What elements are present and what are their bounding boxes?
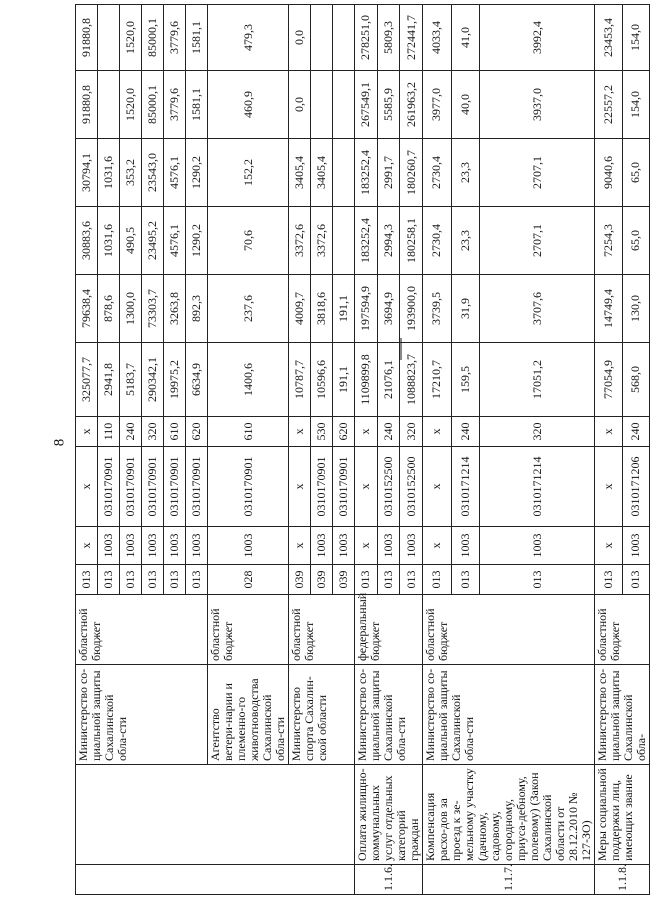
cell-y5: 1581,1 [186,5,208,71]
cell-vr: 240 [120,417,142,447]
cell-rz: х [289,527,311,565]
cell-grbs: 039 [311,565,333,595]
cell-grbs: 013 [76,565,98,595]
cell-y5: 41,0 [451,5,480,71]
cell-no: 1.1.8. [595,865,650,895]
cell-vr: 530 [311,417,333,447]
cell-y2: 2994,3 [377,207,400,275]
cell-grbs: 013 [622,565,650,595]
cell-y1: 3707,6 [480,275,595,343]
cell-grbs: 028 [208,565,289,595]
cell-no [76,865,355,895]
cell-grbs: 013 [451,565,480,595]
cell-total: 6634,9 [186,343,208,417]
cell-y5: 3779,6 [164,5,186,71]
cell-total: 1088823,7 [400,343,423,417]
cell-y2: 3372,6 [311,207,333,275]
cell-y2: 4576,1 [164,207,186,275]
cell-total: 17210,7 [423,343,452,417]
cell-y3 [333,139,355,207]
cell-y5: 154,0 [622,5,650,71]
cell-source: областной бюджет [208,595,289,665]
cell-agency: Министерство со-циальной защиты Сахалинской обла-сти [355,665,423,765]
cell-vr: 320 [142,417,164,447]
cell-y3: 65,0 [622,139,650,207]
table-row [289,5,311,895]
cell-total: 17051,2 [480,343,595,417]
cell-total: 325077,7 [76,343,98,417]
cell-y1: 4009,7 [289,275,311,343]
cell-y2 [333,207,355,275]
cell-source: федеральный бюджет [355,595,423,665]
cell-grbs: 013 [355,565,378,595]
cell-grbs: 013 [480,565,595,595]
page-number: 8 [51,438,68,447]
cell-csr: 0310170901 [333,447,355,527]
cell-rz: 1003 [377,527,400,565]
budget-table [75,4,650,895]
cell-rz: х [595,527,623,565]
cell-y2: 7254,3 [595,207,623,275]
cell-y1: 237,6 [208,275,289,343]
cell-y3: 3405,4 [311,139,333,207]
cell-csr: 0310171214 [480,447,595,527]
cell-csr: 0310170901 [186,447,208,527]
cell-total: 19975,2 [164,343,186,417]
cell-y4: 3937,0 [480,71,595,139]
cell-total: 290342,1 [142,343,164,417]
cell-y1: 3818,6 [311,275,333,343]
cell-agency: Министерство со-циальной защиты Сахалинской обла-сти [76,665,208,765]
cell-y2: 180258,1 [400,207,423,275]
cell-y2: 3372,6 [289,207,311,275]
cell-csr: 0310171206 [622,447,650,527]
cell-y1: 130,0 [622,275,650,343]
cell-y4: 22557,2 [595,71,623,139]
cell-csr: 0310170901 [98,447,120,527]
cell-y5: 272441,7 [400,5,423,71]
cell-y1: 1300,0 [120,275,142,343]
cell-total: 159,5 [451,343,480,417]
cell-csr: 0310152500 [400,447,423,527]
cell-y5: 0,0 [289,5,311,71]
cell-y5 [311,5,333,71]
cell-y1: 3263,8 [164,275,186,343]
cell-y3: 2707,1 [480,139,595,207]
cell-y4: 5585,9 [377,71,400,139]
cell-y1: 892,3 [186,275,208,343]
cell-y5 [333,5,355,71]
cell-measure: Меры социальной поддержки лиц, имеющих звание [595,765,650,865]
cell-csr: х [595,447,623,527]
cell-grbs: 039 [289,565,311,595]
cell-total: 1400,6 [208,343,289,417]
cell-vr: х [289,417,311,447]
table-body [76,5,650,895]
cell-y5: 85000,1 [142,5,164,71]
cell-y2: 70,6 [208,207,289,275]
cell-csr: 0310170901 [164,447,186,527]
cell-y4: 154,0 [622,71,650,139]
cell-rz: 1003 [120,527,142,565]
cell-vr: х [76,417,98,447]
cell-y2: 1290,2 [186,207,208,275]
cell-vr: 320 [480,417,595,447]
cell-y2: 23495,2 [142,207,164,275]
cell-rz: 1003 [164,527,186,565]
cell-y4: 1520,0 [120,71,142,139]
cell-y4 [98,71,120,139]
cell-rz: 1003 [480,527,595,565]
cell-measure: Оплата жилищно-коммунальных услуг отдельных категорий граждан [355,765,423,865]
cell-y5: 5809,3 [377,5,400,71]
cell-y5: 4033,4 [423,5,452,71]
cell-csr: 0310170901 [142,447,164,527]
cell-y1: 31,9 [451,275,480,343]
cell-total: 21076,1 [377,343,400,417]
cell-y1: 878,6 [98,275,120,343]
cell-y4 [311,71,333,139]
cell-total: 10596,6 [311,343,333,417]
cell-grbs: 013 [142,565,164,595]
cell-csr: 0310170901 [120,447,142,527]
cell-total: 10787,7 [289,343,311,417]
cell-source: областной бюджет [595,595,650,665]
cell-y3: 152,2 [208,139,289,207]
cell-csr: х [423,447,452,527]
cell-y3: 2991,7 [377,139,400,207]
cell-total: 568,0 [622,343,650,417]
cell-y4: 40,0 [451,71,480,139]
cell-y1: 14749,4 [595,275,623,343]
cell-csr: 0310171214 [451,447,480,527]
cell-grbs: 013 [98,565,120,595]
cell-agency: Министерство со-циальной защиты Сахалинской обла-сти [423,665,595,765]
cell-y1: 3694,9 [377,275,400,343]
cell-y3: 30794,1 [76,139,98,207]
cell-y4: 460,9 [208,71,289,139]
cell-y3: 183252,4 [355,139,378,207]
table-row [76,5,98,895]
cell-grbs: 013 [595,565,623,595]
cell-y2: 65,0 [622,207,650,275]
cell-y4 [333,71,355,139]
cell-vr: х [423,417,452,447]
cell-total: 2941,8 [98,343,120,417]
cell-agency: Министерство со-циальной защиты Сахалинской обла- [595,665,650,765]
cell-no: 1.1.6. [355,865,423,895]
cell-vr: 620 [186,417,208,447]
cell-source: областной бюджет [423,595,595,665]
cell-total: 5183,7 [120,343,142,417]
cell-y2: 2730,4 [423,207,452,275]
cell-y4: 85000,1 [142,71,164,139]
cell-rz: 1003 [451,527,480,565]
cell-y1: 3739,5 [423,275,452,343]
cell-y1: 79638,4 [76,275,98,343]
cell-source: областной бюджет [76,595,208,665]
cell-measure: Компенсация расхо-дов за проезд к зе-мельному участку (дачному, садовому, огородному, приуса-дебному, полевому) (Закон Сахалинской области от 28.12.2010 № 127-ЗО) [423,765,595,865]
cell-y4: 91880,8 [76,71,98,139]
cell-rz: 1003 [142,527,164,565]
table-row [355,5,378,895]
cell-total: 191,1 [333,343,355,417]
cell-y3: 2730,4 [423,139,452,207]
cell-y5: 278251,0 [355,5,378,71]
cell-grbs: 013 [186,565,208,595]
cell-rz: 1003 [622,527,650,565]
cell-y3: 1290,2 [186,139,208,207]
cell-vr: 610 [208,417,289,447]
rotated-table-wrapper [75,5,648,895]
table-row [595,5,623,895]
cell-y2: 30883,6 [76,207,98,275]
cell-source: областной бюджет [289,595,355,665]
cell-y4: 0,0 [289,71,311,139]
cell-total: 77054,9 [595,343,623,417]
cell-y3: 1031,6 [98,139,120,207]
cell-y2: 183252,4 [355,207,378,275]
cell-csr: х [289,447,311,527]
cell-y5 [98,5,120,71]
cell-y1: 73303,7 [142,275,164,343]
cell-y5: 479,3 [208,5,289,71]
cell-y1: 191,1 [333,275,355,343]
cell-y2: 490,5 [120,207,142,275]
cell-rz: 1003 [311,527,333,565]
cell-y4: 261963,2 [400,71,423,139]
cell-y3: 353,2 [120,139,142,207]
cell-y2: 23,3 [451,207,480,275]
cell-agency: Министерство спорта Сахалин-ской области [289,665,355,765]
cell-grbs: 013 [120,565,142,595]
cell-y3: 9040,6 [595,139,623,207]
cell-csr: 0310170901 [311,447,333,527]
cell-y5: 23453,4 [595,5,623,71]
cell-csr: 0310152500 [377,447,400,527]
cell-rz: 1003 [186,527,208,565]
cell-y4: 3779,6 [164,71,186,139]
cell-rz: 1003 [98,527,120,565]
cell-y5: 91880,8 [76,5,98,71]
cell-rz: 1003 [400,527,423,565]
cell-rz: 1003 [333,527,355,565]
cell-y3: 23,3 [451,139,480,207]
cell-vr: х [595,417,623,447]
cell-grbs: 013 [400,565,423,595]
cell-rz: х [76,527,98,565]
cell-total: 1109899,8 [355,343,378,417]
cell-y5: 3992,4 [480,5,595,71]
cell-rz: х [423,527,452,565]
cell-y1: 197594,9 [355,275,378,343]
cell-y5: 1520,0 [120,5,142,71]
cell-vr: 110 [98,417,120,447]
cell-grbs: 013 [164,565,186,595]
cell-vr: 610 [164,417,186,447]
cell-y4: 267549,1 [355,71,378,139]
cell-rz: 1003 [208,527,289,565]
cell-y1: 193900,0 [400,275,423,343]
cell-grbs: 013 [377,565,400,595]
cell-no: 1.1.7. [423,865,595,895]
cell-vr: 240 [622,417,650,447]
cell-vr: 240 [377,417,400,447]
cell-vr: 320 [400,417,423,447]
cell-csr: х [76,447,98,527]
cell-csr: 0310170901 [208,447,289,527]
table-row [208,5,289,895]
cell-y4: 3977,0 [423,71,452,139]
cell-grbs: 039 [333,565,355,595]
table-row [423,5,452,895]
cell-vr: 620 [333,417,355,447]
cell-y2: 2707,1 [480,207,595,275]
cell-vr: х [355,417,378,447]
cell-agency: Агентство ветери-нарии и племенно-го животноводства Сахалинской обла-сти [208,665,289,765]
cell-measure [76,765,355,865]
cell-y2: 1031,6 [98,207,120,275]
cell-vr: 240 [451,417,480,447]
cell-grbs: 013 [423,565,452,595]
cell-y3: 180260,7 [400,139,423,207]
cell-y4: 1581,1 [186,71,208,139]
cell-y3: 23543,0 [142,139,164,207]
cell-y3: 4576,1 [164,139,186,207]
cell-y3: 3405,4 [289,139,311,207]
cell-rz: х [355,527,378,565]
cell-csr: х [355,447,378,527]
